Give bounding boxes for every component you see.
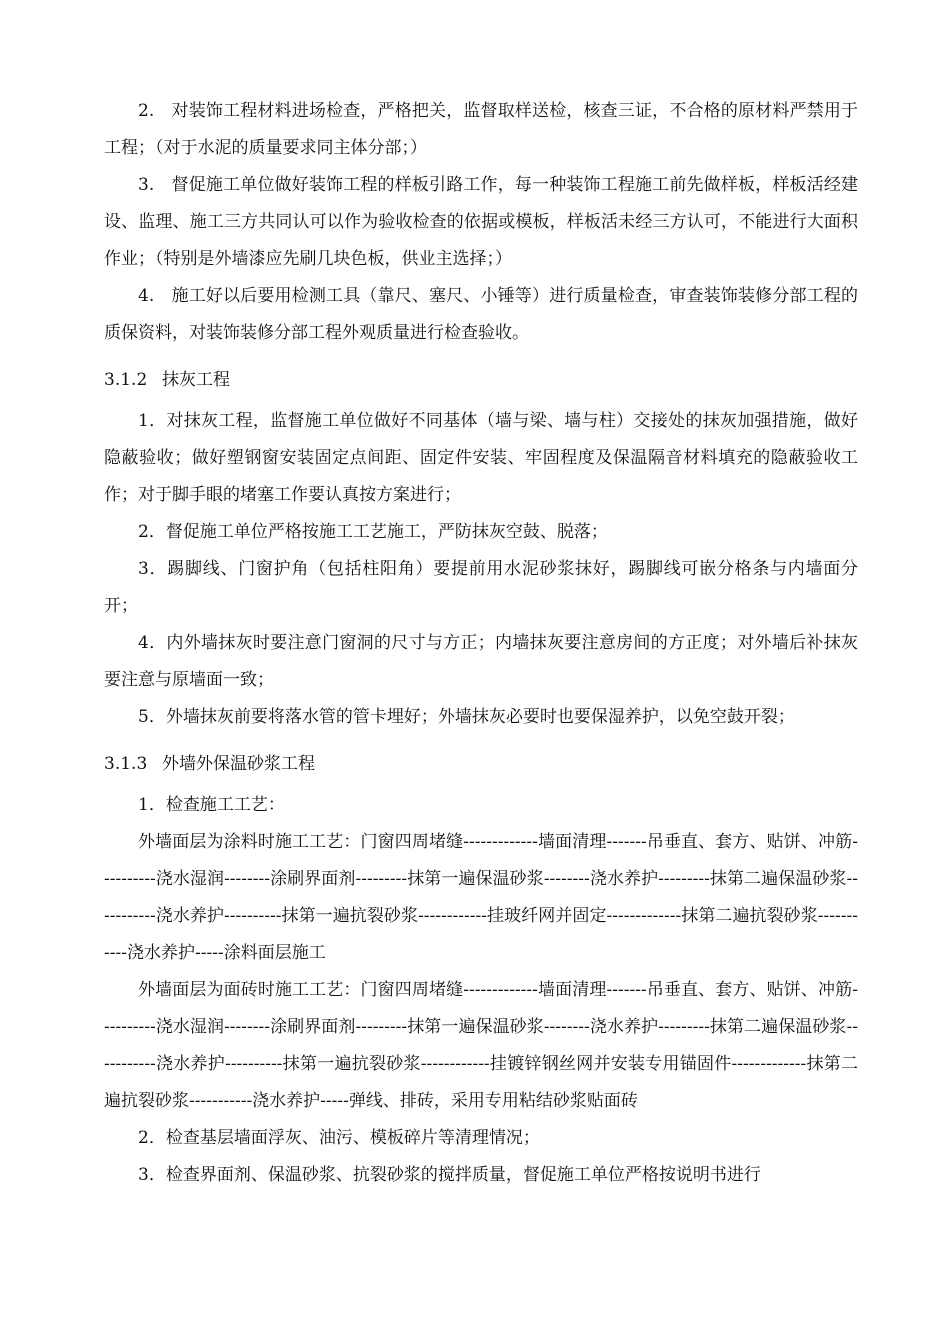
paragraph-item-3: 3. 督促施工单位做好装饰工程的样板引路工作，每一种装饰工程施工前先做样板，样板活经建设、监理、施工三方共同认可以作为验收检查的依据或模板，样板活未经三方认可，不能进行大面积作业；（特别是外墙漆应先刷几块色板，供业主选择；）	[104, 175, 858, 269]
insulation-item-2: 2．检查基层墙面浮灰、油污、模板碎片等清理情况；	[138, 1128, 540, 1148]
plaster-item-3: 3．踢脚线、门窗护角（包括柱阳角）要提前用水泥砂浆抹好，踢脚线可嵌分格条与内墙面分开；	[104, 559, 858, 616]
section-number: 3.1.3	[104, 754, 148, 774]
plaster-item-4: 4．内外墙抹灰时要注意门窗洞的尺寸与方正；内墙抹灰要注意房间的方正度；对外墙后补抹灰要注意与原墙面一致；	[104, 633, 858, 690]
section-heading-3-1-2	[104, 362, 858, 399]
paragraph-item-4: 4. 施工好以后要用检测工具（靠尺、塞尺、小锤等）进行质量检查，审查装饰装修分部工程的质保资料，对装饰装修分部工程外观质量进行检查验收。	[104, 286, 858, 343]
section-title: 外墙外保温砂浆工程	[162, 754, 315, 774]
insulation-process-tile: 外墙面层为面砖时施工工艺：门窗四周堵缝-------------墙面清理-------吊垂直、套方、贴饼、冲筋----------浇水湿润--------涂刷界面剂---------抹第一遍保温砂浆--------浇水养护---------抹第二遍保温砂浆-----------浇水养护----------抹第一遍抗裂砂浆------------挂镀锌钢丝网并安装专用锚固件-------------抹第二遍抗裂砂浆-----------浇水养护-----弹线、排砖，采用专用粘结砂浆贴面砖	[104, 980, 858, 1111]
insulation-process-paint: 外墙面层为涂料时施工工艺：门窗四周堵缝-------------墙面清理-------吊垂直、套方、贴饼、冲筋----------浇水湿润--------涂刷界面剂---------抹第一遍保温砂浆--------浇水养护---------抹第二遍保温砂浆-----------浇水养护----------抹第一遍抗裂砂浆------------挂玻纤网并固定-------------抹第二遍抗裂砂浆-----------浇水养护-----涂料面层施工	[104, 832, 858, 963]
plaster-item-2: 2．督促施工单位严格按施工工艺施工，严防抹灰空鼓、脱落；	[138, 522, 608, 542]
paragraph-item-2: 2. 对装饰工程材料进场检查，严格把关，监督取样送检，核查三证，不合格的原材料严禁用于工程；（对于水泥的质量要求同主体分部；）	[104, 101, 858, 158]
section-title: 抹灰工程	[162, 370, 230, 390]
section-heading-3-1-3	[104, 746, 858, 783]
plaster-item-5: 5．外墙抹灰前要将落水管的管卡埋好；外墙抹灰必要时也要保湿养护，以免空鼓开裂；	[138, 707, 795, 727]
section-number: 3.1.2	[104, 370, 148, 390]
insulation-item-1: 1．检查施工工艺：	[138, 795, 285, 815]
plaster-item-1: 1．对抹灰工程，监督施工单位做好不同基体（墙与梁、墙与柱）交接处的抹灰加强措施，做好隐蔽验收；做好塑钢窗安装固定点间距、固定件安装、牢固程度及保温隔音材料填充的隐蔽验收工作；对于脚手眼的堵塞工作要认真按方案进行；	[104, 411, 858, 505]
insulation-item-3: 3．检查界面剂、保温砂浆、抗裂砂浆的搅拌质量，督促施工单位严格按说明书进行	[138, 1165, 761, 1185]
